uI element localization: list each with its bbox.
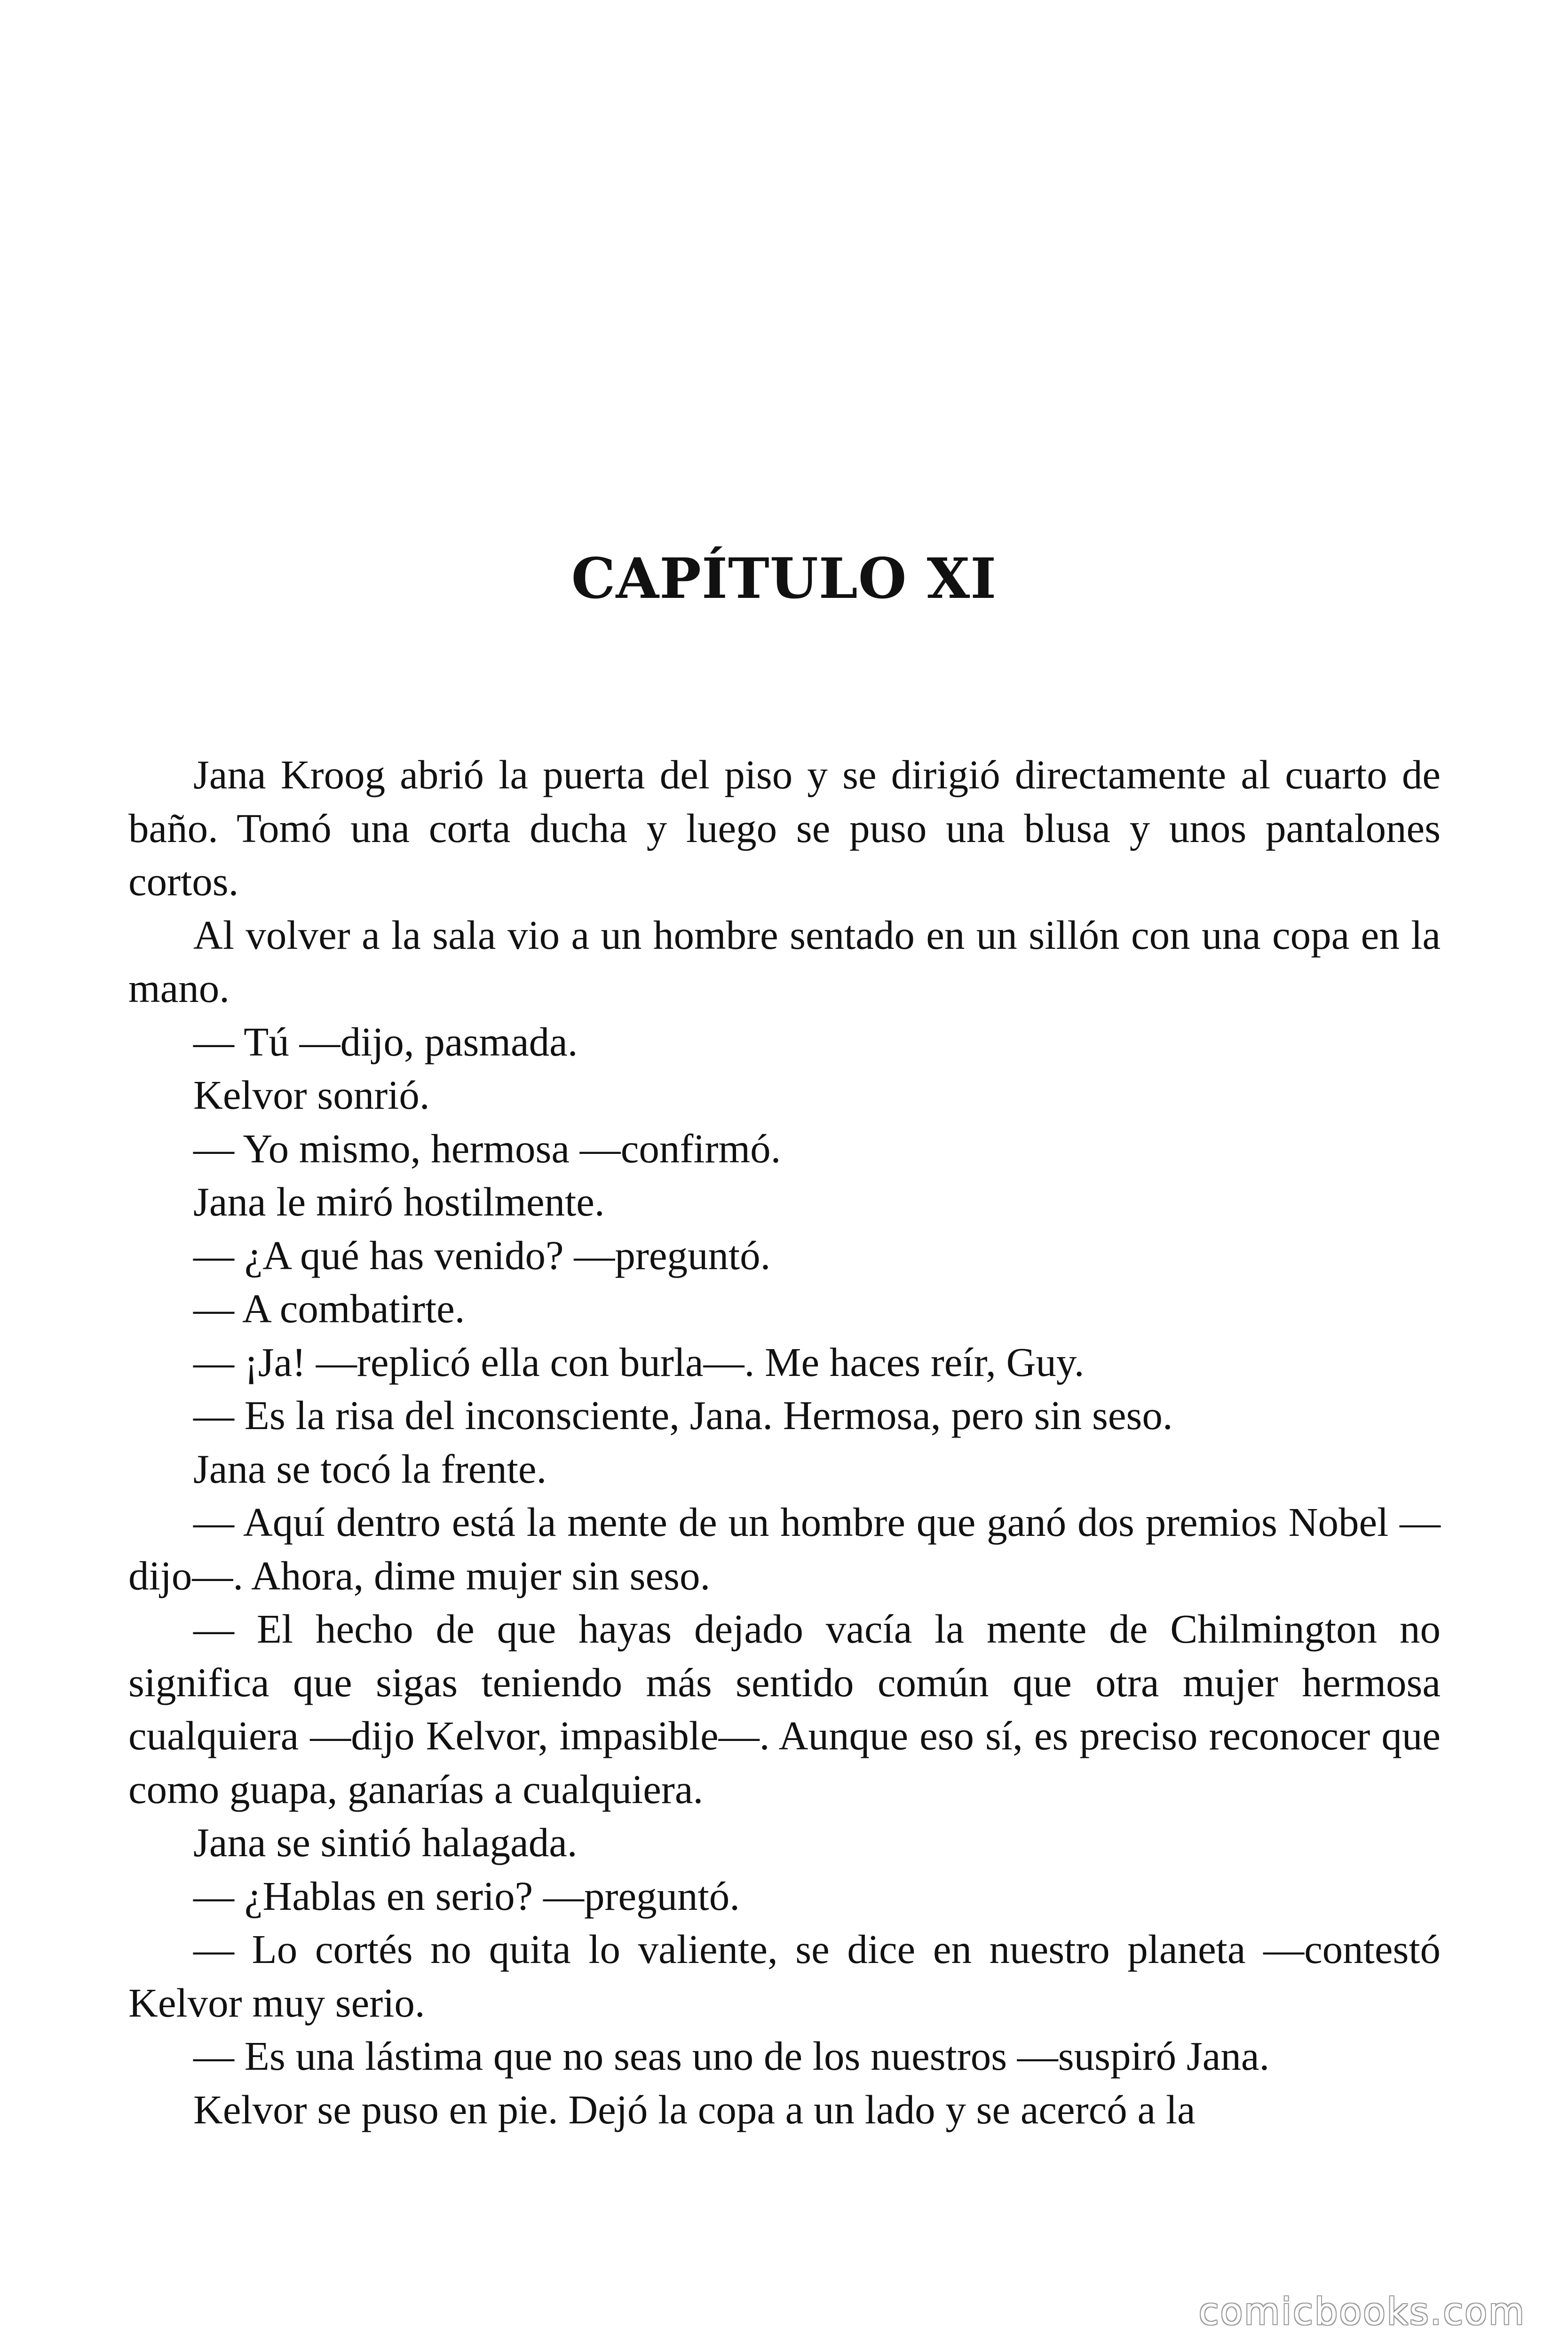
paragraph: Kelvor se puso en pie. Dejó la copa a un lado y se acercó a la	[193, 2086, 1196, 2132]
chapter-title: CAPÍTULO XI	[571, 546, 997, 611]
paragraph: — ¿Hablas en serio? —preguntó.	[193, 1873, 740, 1919]
watermark: comicbooks.com	[1198, 2291, 1526, 2333]
chapter-body	[128, 748, 1441, 2136]
paragraph: — Es una lástima que no seas uno de los nuestros —suspiró Jana.	[193, 2033, 1270, 2079]
paragraph: — ¡Ja! —replicó ella con burla—. Me haces reír, Guy.	[193, 1339, 1085, 1385]
paragraph: Jana se sintió halagada.	[193, 1820, 578, 1865]
paragraph: — Es la risa del inconsciente, Jana. Hermosa, pero sin seso.	[193, 1392, 1173, 1438]
paragraph: — El hecho de que hayas dejado vacía la mente de Chilmington no significa que sigas teniendo más sentido común que otra mujer hermosa cualquiera —dijo Kelvor, impasible—. Aunque eso sí, es preciso reconocer que como guapa, ganarías a cualquiera.	[128, 1606, 1441, 1812]
paragraph: Al volver a la sala vio a un hombre sentado en un sillón con una copa en la mano.	[128, 912, 1441, 1011]
paragraph: Jana le miró hostilmente.	[193, 1179, 605, 1224]
paragraph: — Tú —dijo, pasmada.	[193, 1018, 578, 1065]
paragraph: Jana Kroog abrió la puerta del piso y se dirigió directamente al cuarto de baño. Tomó una corta ducha y luego se puso una blusa y unos pantalones cortos.	[128, 752, 1441, 904]
paragraph: — Yo mismo, hermosa —confirmó.	[193, 1125, 781, 1171]
paragraph: — ¿A qué has venido? —preguntó.	[193, 1232, 771, 1278]
paragraph: Kelvor sonrió.	[193, 1072, 430, 1118]
paragraph: — Aquí dentro está la mente de un hombre que ganó dos premios Nobel —dijo—. Ahora, dime mujer sin seso.	[128, 1499, 1441, 1598]
paragraph: — Lo cortés no quita lo valiente, se dice en nuestro planeta —contestó Kelvor muy serio.	[128, 1926, 1441, 2026]
paragraph: — A combatirte.	[193, 1286, 465, 1331]
paragraph: Jana se tocó la frente.	[193, 1446, 547, 1492]
